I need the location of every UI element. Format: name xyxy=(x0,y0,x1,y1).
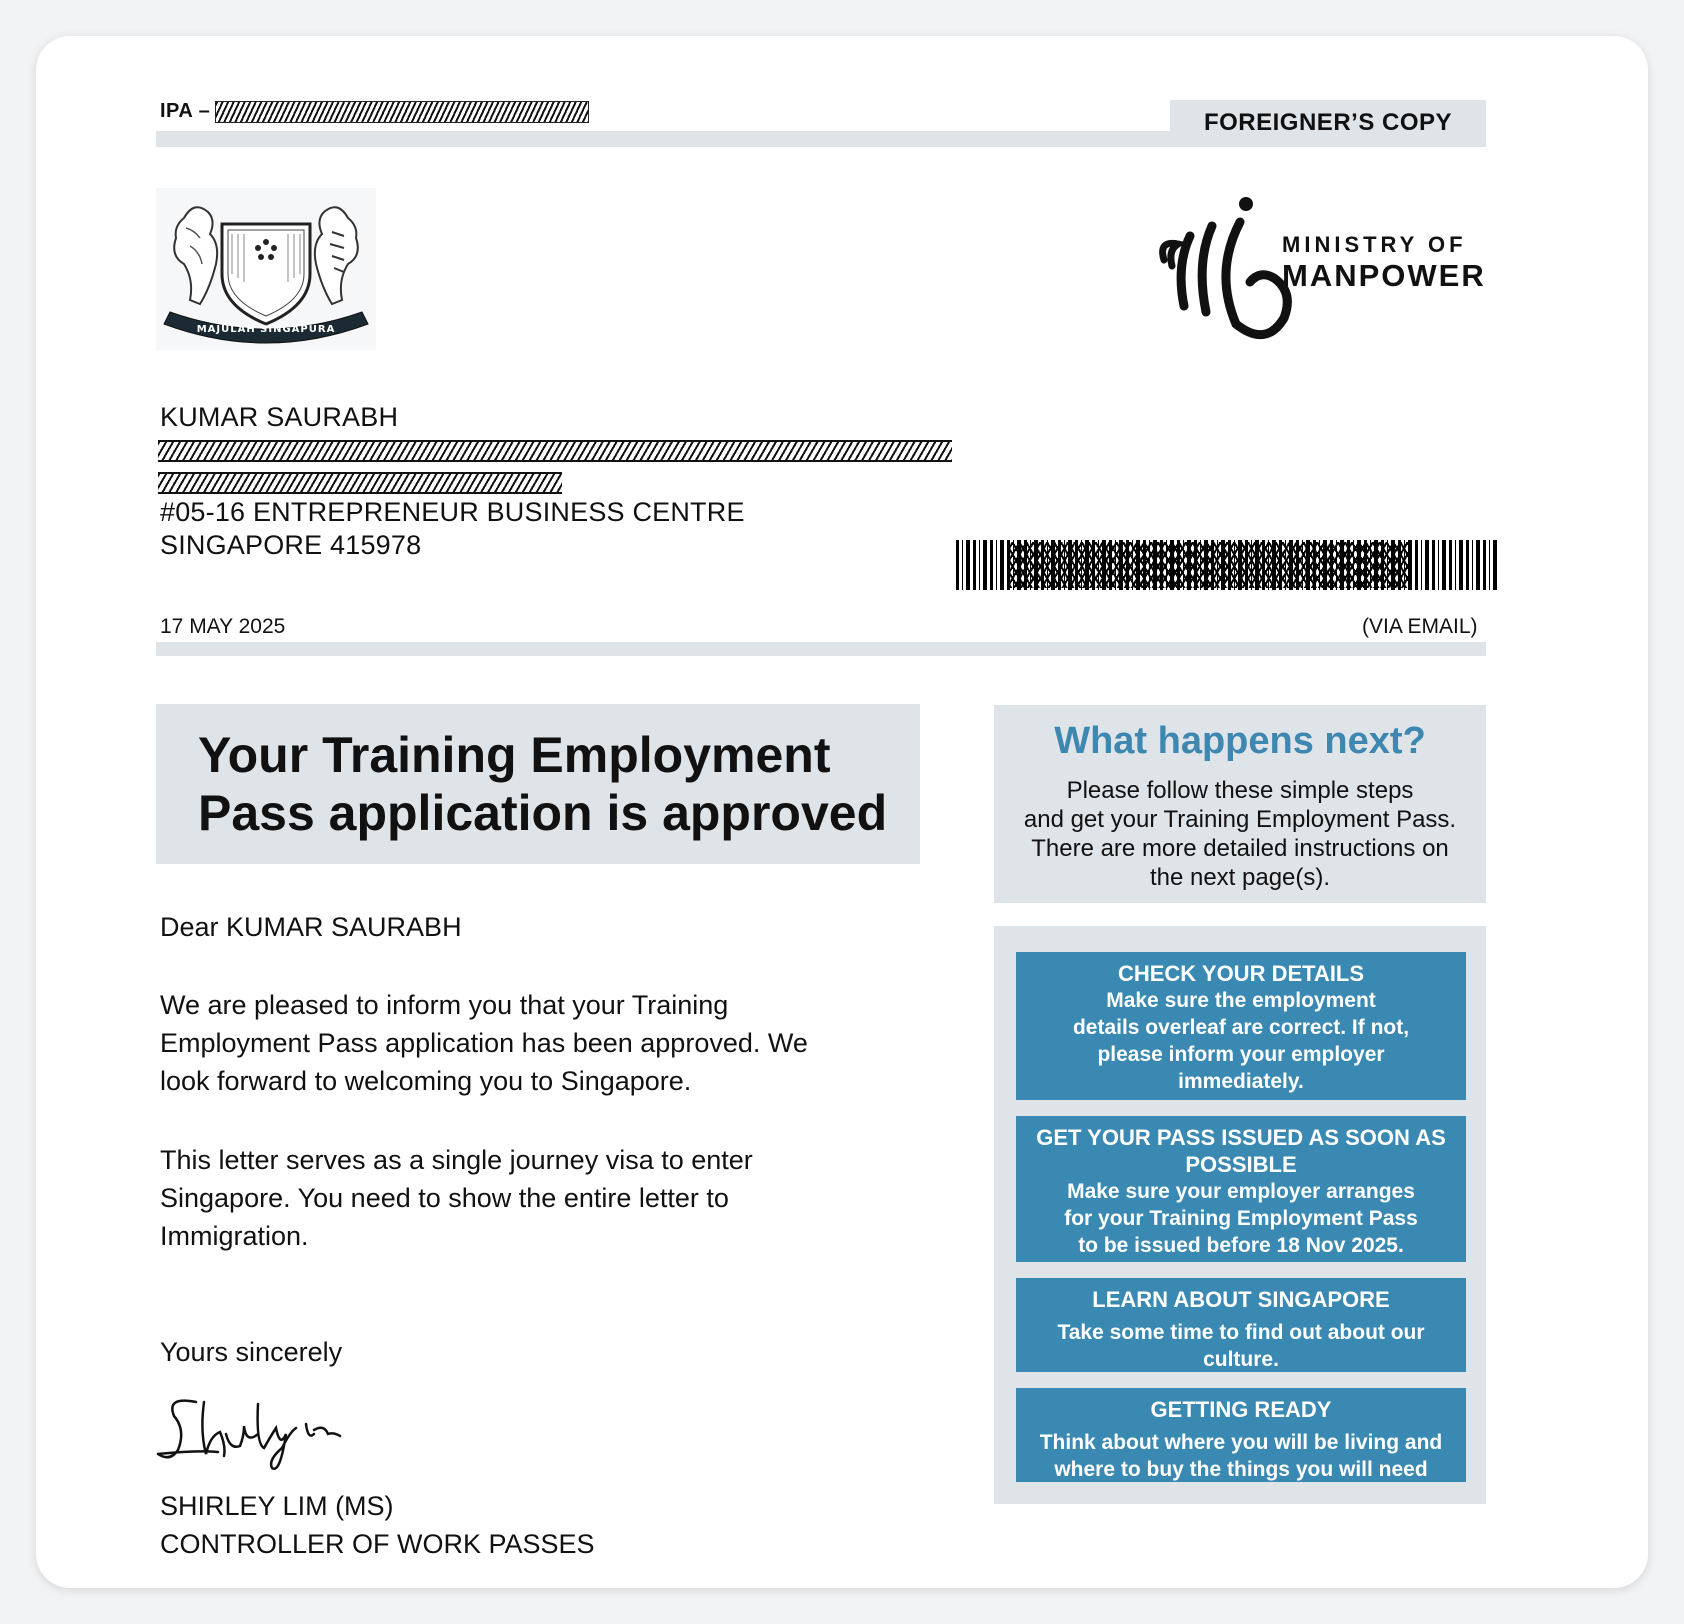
address-line: SINGAPORE 415978 xyxy=(160,530,422,560)
ipa-label: IPA – xyxy=(160,100,211,122)
address-line: #05-16 ENTREPRENEUR BUSINESS CENTRE xyxy=(160,497,745,527)
closing: Yours sincerely xyxy=(160,1337,343,1367)
step-learn-singapore: LEARN ABOUT SINGAPORE Take some time to find out about our culture. xyxy=(1016,1278,1466,1372)
redacted-address-line xyxy=(158,472,562,494)
signatory-title: CONTROLLER OF WORK PASSES xyxy=(160,1529,595,1559)
divider-band xyxy=(156,642,1486,656)
step-check-details: CHECK YOUR DETAILS Make sure the employment details overleaf are correct. If not, please inform your employer immediately. xyxy=(1016,952,1466,1100)
step-get-pass-issued: GET YOUR PASS ISSUED AS SOON AS POSSIBLE Make sure your employer arranges for your Training Employment Pass to be issued before 18 Nov 2025. xyxy=(1016,1116,1466,1262)
next-steps-subtitle: Please follow these simple steps and get your Training Employment Pass. There are more detailed instructions on the next page(s). xyxy=(1023,777,1457,891)
letter-date: 17 MAY 2025 xyxy=(160,615,286,638)
redacted-address-line xyxy=(158,440,952,462)
svg-text:MAJULAH SINGAPURA: MAJULAH SINGAPURA xyxy=(196,324,336,335)
copy-type-tab: FOREIGNER’S COPY xyxy=(1170,100,1486,146)
paragraph-approval: We are pleased to inform you that your Training Employment Pass application has been approved. We look forward to welcoming you to Singapore. xyxy=(160,990,808,1096)
mom-logo-text: MINISTRY OF MANPOWER xyxy=(1282,232,1486,293)
step-getting-ready: GETTING READY Think about where you will be living and where to buy the things you will need xyxy=(1016,1388,1466,1482)
signature-icon xyxy=(156,1384,356,1470)
letter-title: Your Training Employment Pass application is approved xyxy=(198,727,888,841)
redacted-barcode xyxy=(1010,542,1410,588)
next-steps-title: What happens next? xyxy=(1054,720,1426,762)
delivery-method: (VIA EMAIL) xyxy=(1362,615,1478,638)
salutation: Dear KUMAR SAURABH xyxy=(160,912,462,942)
recipient-name: KUMAR SAURABH xyxy=(160,402,399,432)
paragraph-visa: This letter serves as a single journey visa to enter Singapore. You need to show the entire letter to Immigration. xyxy=(160,1145,753,1251)
singapore-crest-icon xyxy=(156,188,376,350)
ipa-reference xyxy=(160,100,588,123)
redacted-reference xyxy=(216,102,588,122)
signatory-name: SHIRLEY LIM (MS) xyxy=(160,1491,394,1521)
